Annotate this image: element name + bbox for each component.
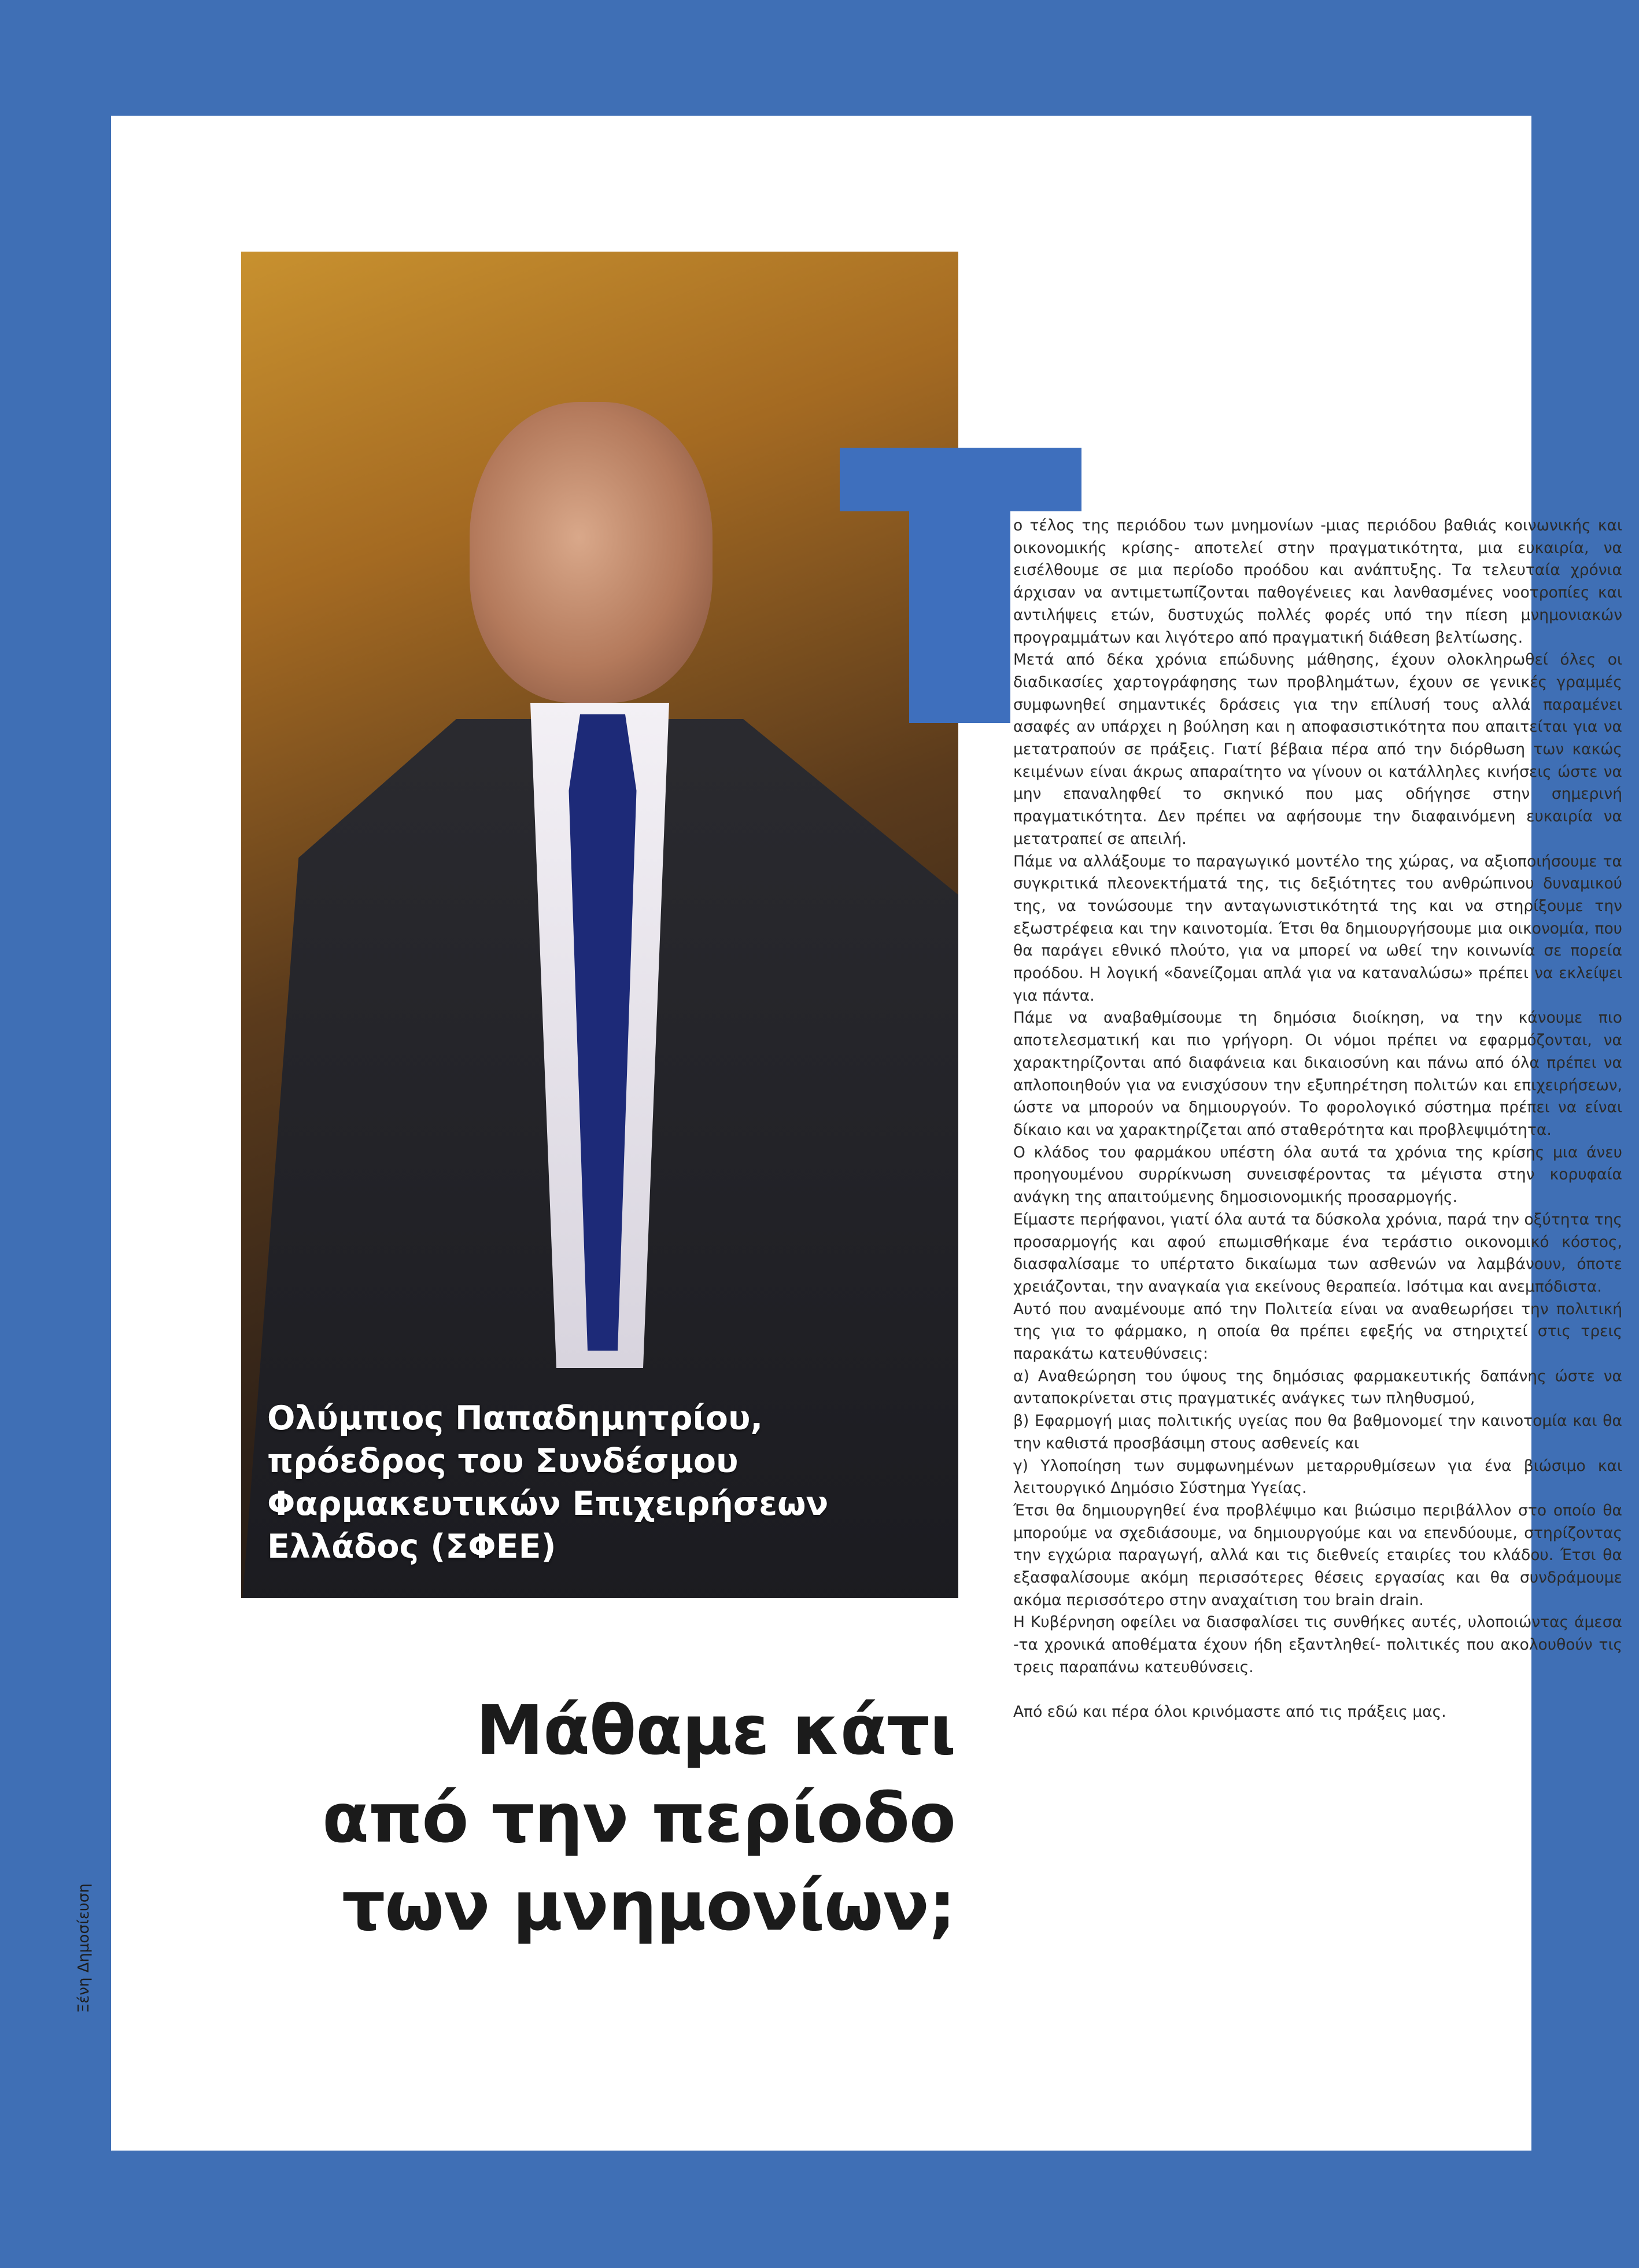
headline-line: των μνημονίων;: [342, 1866, 955, 1946]
list-item: β) Εφαρμογή μιας πολιτικής υγείας που θα βαθμονομεί την καινοτομία και θα την καθιστά προσβάσιμη στους ασθενείς και: [1013, 1412, 1622, 1452]
list-item: α) Αναθεώρηση του ύψους της δημόσιας φαρμακευτικής δαπάνης ώστε να ανταποκρίνεται στις πραγματικές ανάγκες των πληθυσμού,: [1013, 1367, 1622, 1408]
body-paragraph: Αυτό που αναμένουμε από την Πολιτεία είναι να αναθεωρήσει την πολιτική της για το φάρμακο, η οποία θα πρέπει εφεξής να στηριχτεί στις τρεις παρακάτω κατευθύνσεις:: [1013, 1300, 1622, 1363]
caption-line: Ελλάδος (ΣΦΕΕ): [267, 1528, 556, 1566]
body-paragraph: Έτσι θα δημιουργηθεί ένα προβλέψιμο και βιώσιμο περιβάλλον στο οποίο θα μπορούμε να σχεδιάσουμε, να δημιουργούμε και να επενδύουμε, στηρίζοντας την εγχώρια παραγωγή, αλλά και τις διεθνείς εταιρίες του κλάδου. Έτσι θα εξασφαλίσουμε ακόμη περισσότερες θέσεις εργασίας και θα συνδράμουμε ακόμα περισσότερο στην αναχαίτιση του brain drain.: [1013, 1501, 1622, 1609]
photo-caption: [267, 1397, 961, 1568]
body-paragraph: Η Κυβέρνηση οφείλει να διασφαλίσει τις συνθήκες αυτές, υλοποιώντας άμεσα -τα χρονικά αποθέματα έχουν ήδη εξαντληθεί- πολιτικές που ακολουθούν τις τρεις παραπάνω κατευθύνσεις.: [1013, 1613, 1622, 1676]
article-page: [111, 116, 1622, 2151]
list-item: γ) Υλοποίηση των συμφωνημένων μεταρρυθμίσεων για ένα βιώσιμο και λειτουργικό Δημόσιο Σύστημα Υγείας.: [1013, 1456, 1622, 1498]
side-credit: Ξένη Δημοσίευση: [75, 1883, 93, 2013]
body-paragraph: Πάμε να αλλάξουμε το παραγωγικό μοντέλο της χώρας, να αξιοποιήσουμε τα συγκριτικά πλεονεκτήματά της, τις δεξιότητες του ανθρώπινου δυναμικού της, να τονώσουμε την ανταγωνιστικότητά της και να στηρίξουμε την εξωστρέφεια και την καινοτομία. Έτσι θα δημιουργήσουμε μια οικονομία, που θα παράγει εθνικό πλούτο, για να μπορεί να ωθεί την κοινωνία σε πορεία προόδου. Η λογική «δανείζομαι απλά για να καταναλώσω» πρέπει να εκλείψει για πάντα.: [1013, 852, 1622, 1005]
headline-line: από την περίοδο: [322, 1778, 955, 1858]
caption-line: Φαρμακευτικών Επιχειρήσεων: [267, 1485, 829, 1523]
body-paragraph: ο τέλος της περιόδου των μνημονίων -μιας περιόδου βαθιάς κοινωνικής και οικονομικής κρίσης- αποτελεί στην πραγματικότητα, μια ευκαιρία, να εισέλθουμε σε μια περίοδο προόδου και ανάπτυξης. Τα τελευταία χρόνια άρχισαν να αντιμετωπίζονται παθογένειες και λανθασμένες νοοτροπίες και αντιλήψεις ετών, δυστυχώς πολλές φορές υπό την πίεση μνημονιακών προγραμμάτων και λιγότερο από πραγματική διάθεση βελτίωσης.: [1013, 517, 1622, 647]
body-paragraph: Μετά από δέκα χρόνια επώδυνης μάθησης, έχουν ολοκληρωθεί όλες οι διαδικασίες χαρτογράφησης των προβλημάτων, έχουν σε γενικές γραμμές συμφωνηθεί σημαντικές δράσεις για την επίλυσή τους αλλά παραμένει ασαφές αν υπάρχει η βούληση και η αποφασιστικότητα που απαιτείται για να μετατραπούν σε πράξεις. Γιατί βέβαια πέρα από την διόρθωση των κακώς κειμένων είναι άκρως απαραίτητο να γίνουν οι κατάλληλες κινήσεις ώστε να μην επαναληφθεί το σκηνικό που μας οδήγησε στην σημερινή πραγματικότητα. Δεν πρέπει να αφήσουμε την διαφαινόμενη ευκαιρία να μετατραπεί σε απειλή.: [1013, 651, 1622, 848]
article-headline: [221, 1686, 955, 1950]
caption-line: πρόεδρος του Συνδέσμου: [267, 1442, 739, 1480]
caption-line: Ολύμπιος Παπαδημητρίου,: [267, 1399, 763, 1437]
headline-line: Μάθαμε κάτι: [475, 1690, 955, 1770]
body-paragraph: Ο κλάδος του φαρμάκου υπέστη όλα αυτά τα χρόνια της κρίσης μια άνευ προηγουμένου συρρίκνωση συνεισφέροντας τα μέγιστα στην κορυφαία ανάγκη της απαιτούμενης δημοσιονομικής προσαρμογής.: [1013, 1143, 1622, 1207]
closing-line: Από εδώ και πέρα όλοι κρινόμαστε από τις πράξεις μας.: [1013, 1702, 1446, 1721]
article-body: [1013, 515, 1622, 1723]
portrait-head: [470, 402, 713, 703]
body-paragraph: Είμαστε περήφανοι, γιατί όλα αυτά τα δύσκολα χρόνια, παρά την οξύτητα της προσαρμογής και αφού επωμισθήκαμε ένα τεράστιο οικονομικό κόστος, διασφαλίσαμε το υπέρτατο δικαίωμα των ασθενών να λαμβάνουν, όποτε χρειάζονται, την αναγκαία για εκείνους θεραπεία. Ισότιμα και ανεμπόδιστα.: [1013, 1210, 1622, 1296]
body-paragraph: Πάμε να αναβαθμίσουμε τη δημόσια διοίκηση, να την κάνουμε πιο αποτελεσματική και πιο γρήγορη. Οι νόμοι πρέπει να εφαρμόζονται, να χαρακτηρίζονται από διαφάνεια και δικαιοσύνη και πάνω από όλα πρέπει να απλοποιηθούν για να ενισχύσουν την εξυπηρέτηση πολιτών και επιχειρήσεων, ώστε να μπορούν να δημιουργούν. Το φορολογικό σύστημα πρέπει να είναι δίκαιο και να χαρακτηρίζεται από σταθερότητα και προβλεψιμότητα.: [1013, 1009, 1622, 1139]
dropcap-stem: [909, 448, 1010, 723]
